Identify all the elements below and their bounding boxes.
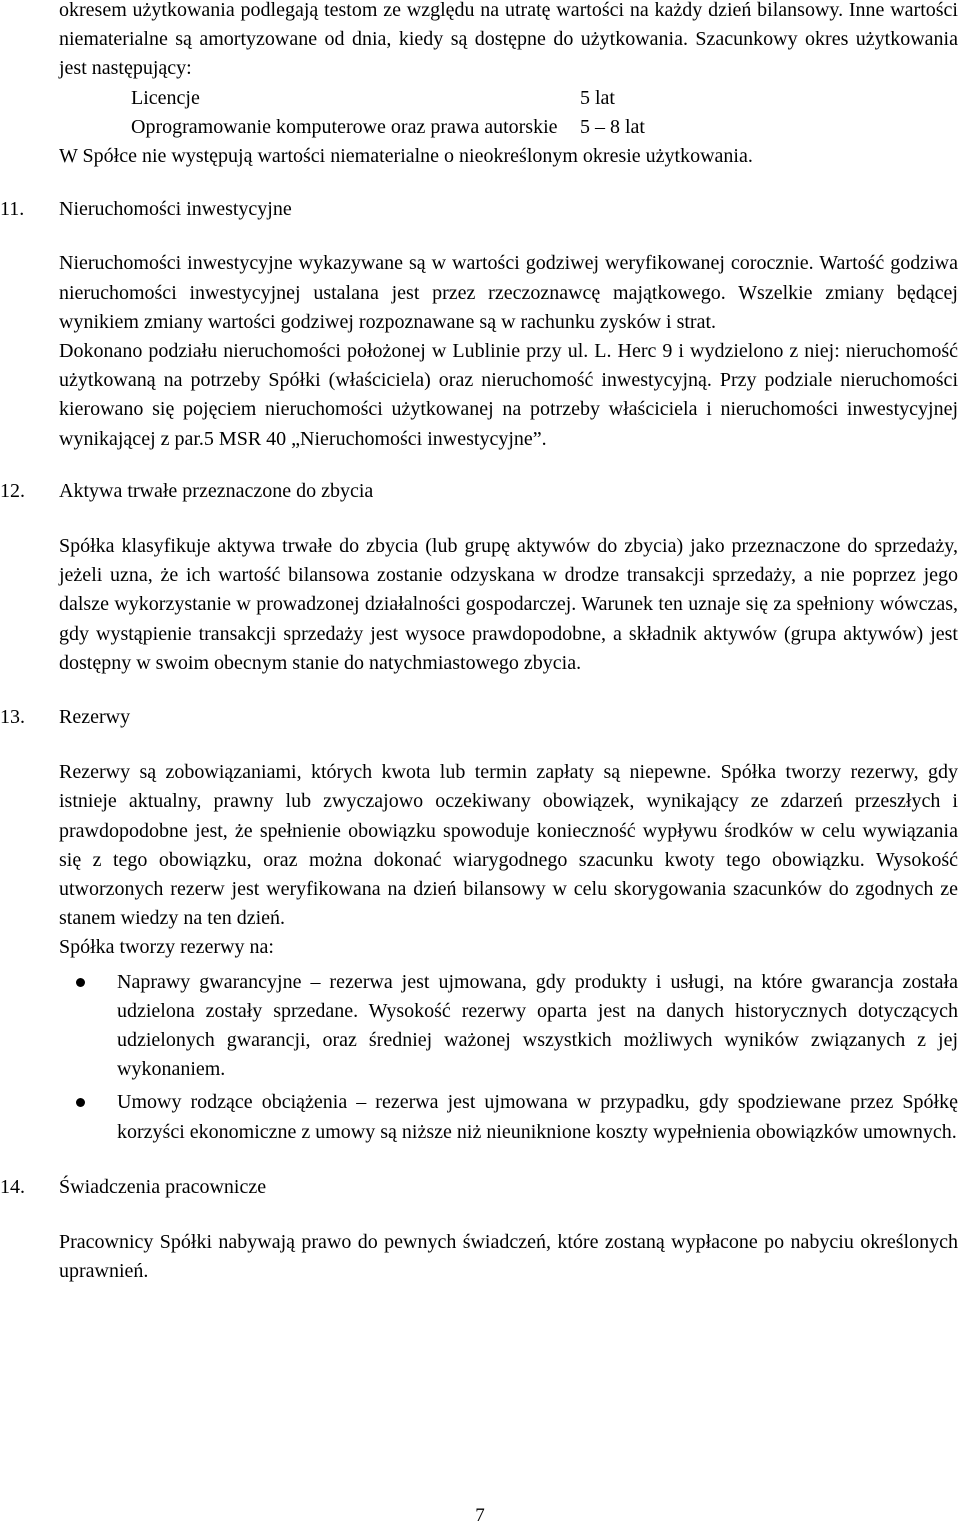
- section-number: 13.: [0, 706, 25, 729]
- bullet-icon: [76, 978, 85, 987]
- useful-life-item-value: 5 – 8 lat: [580, 115, 645, 138]
- list-item-text: Umowy rodzące obciążenia – rezerwa jest ujmowana w przypadku, gdy spodziewane przez Spółkę korzyści ekonomiczne z umowy są niższe niż nieuniknione koszty wypełnienia obowiązków umownych.: [117, 1091, 958, 1143]
- provisions-list: [59, 968, 958, 1147]
- useful-life-item-name: Oprogramowanie komputerowe oraz prawa autorskie: [131, 115, 558, 138]
- section-heading-13: [0, 703, 958, 732]
- bullet-icon: [76, 1098, 85, 1107]
- section-11-paragraph-1: Nieruchomości inwestycyjne wykazywane są w wartości godziwej weryfikowanej corocznie. Wartość godziwa nieruchomości inwestycyjnej ustalana jest przez rzeczoznawcę majątkowego. Wszelkie zmiany będącej wynikiem zmiany wartości godziwej rozpoznawane są w rachunku zysków i strat.: [59, 252, 958, 333]
- section-14-paragraph-1: Pracownicy Spółki nabywają prawo do pewnych świadczeń, które zostaną wypłacone po nabyciu określonych uprawnień.: [59, 1231, 958, 1283]
- useful-life-item-value: 5 lat: [580, 86, 615, 109]
- intro-closing-paragraph: W Spółce nie występują wartości niematerialne o nieokreślonym okresie użytkowania.: [59, 144, 753, 167]
- section-title: Rezerwy: [59, 706, 131, 729]
- section-number: 14.: [0, 1175, 25, 1198]
- section-13-paragraph-1: Rezerwy są zobowiązaniami, których kwota lub termin zapłaty są niepewne. Spółka tworzy rezerwy, gdy istnieje aktualny, prawny lub zwyczajowo oczekiwany obowiązek, wynikający ze zdarzeń przeszłych i prawdopodobne jest, że spełnienie obowiązku spowoduje konieczność wypływu środków w celu wywiązania się z tego obowiązku, oraz można dokonać wiarygodnego szacunku kwoty tego obowiązku. Wysokość utworzonych rezerw jest weryfikowana na dzień bilansowy w celu skorygowania szacunków do zgodnych ze stanem wiedzy na ten dzień.: [59, 761, 958, 930]
- intro-paragraph: okresem użytkowania podlegają testom ze względu na utratę wartości na każdy dzień bilansowy. Inne wartości niematerialne są amortyzowane od dnia, kiedy są dostępne do użytkowania. Szacunkowy okres użytkowania jest następujący:: [59, 0, 958, 80]
- section-title: Nieruchomości inwestycyjne: [59, 198, 292, 221]
- useful-life-row: [59, 113, 958, 142]
- useful-life-row: [59, 84, 958, 113]
- list-item: [59, 1088, 958, 1146]
- section-11-paragraph-2: Dokonano podziału nieruchomości położonej w Lublinie przy ul. L. Herc 9 i wydzielono z niej: nieruchomość użytkowaną na potrzeby Spółki (właściciela) oraz nieruchomość inwestycyjną. Przy podziale nieruchomości kierowano się pojęciem nieruchomości użytkowanej na potrzeby właściciela i nieruchomości inwestycyjnej wynikającej z par.5 MSR 40 „Nieruchomości inwestycyjne”.: [59, 340, 958, 450]
- section-title: Świadczenia pracownicze: [59, 1175, 267, 1198]
- list-item-text: Naprawy gwarancyjne – rezerwa jest ujmowana, gdy produkty i usługi, na które gwarancja została udzielona zostały sprzedane. Wysokość rezerwy oparta jest na danych historycznych dotyczących udzielonych gwarancji, oraz średniej ważonej wszystkich możliwych wyników związanych z jej wykonaniem.: [117, 970, 958, 1081]
- section-heading-12: [0, 477, 958, 506]
- useful-life-item-name: Licencje: [131, 86, 200, 109]
- section-number: 11.: [0, 198, 25, 221]
- section-12-paragraph-1: Spółka klasyfikuje aktywa trwałe do zbycia (lub grupę aktywów do zbycia) jako przeznaczone do sprzedaży, jeżeli uzna, że ich wartość bilansowa zostanie odzyskana w drodze transakcji sprzedaży, a nie poprzez jego dalsze wykorzystanie w prowadzonej działalności gospodarczej. Warunek ten uznaje się za spełniony wówczas, gdy wystąpienie transakcji sprzedaży jest wysoce prawdopodobne, a składnik aktywów (grupa aktywów) jest dostępny w swoim obecnym stanie do natychmiastowego zbycia.: [59, 535, 958, 674]
- section-heading-11: [0, 195, 958, 224]
- section-number: 12.: [0, 479, 25, 502]
- section-heading-14: [0, 1173, 958, 1202]
- page-number: 7: [475, 1505, 485, 1526]
- list-item: [59, 968, 958, 1085]
- section-title: Aktywa trwałe przeznaczone do zbycia: [59, 479, 374, 502]
- section-13-paragraph-2: Spółka tworzy rezerwy na:: [59, 936, 274, 959]
